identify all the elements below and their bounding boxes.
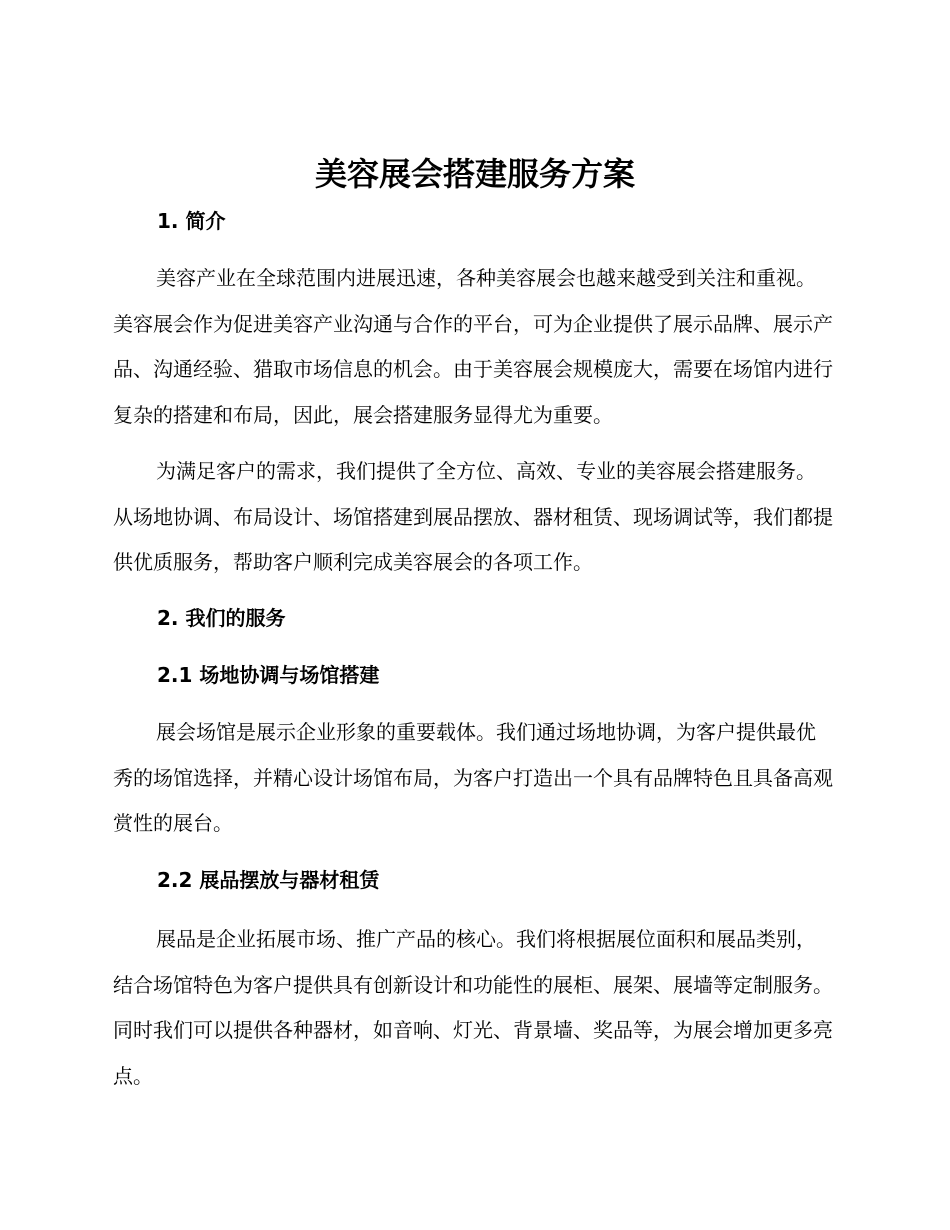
- section-heading-services: 2. 我们的服务: [157, 606, 286, 630]
- paragraph-venue: 展会场馆是展示企业形象的重要载体。我们通过场地协调，为客户提供最优秀的场馆选择，并精心设计场馆布局，为客户打造出一个具有品牌特色且具备高观赏性的展台。: [113, 720, 833, 835]
- paragraph-intro-1: 美容产业在全球范围内进展迅速，各种美容展会也越来越受到关注和重视。美容展会作为促进美容产业沟通与合作的平台，可为企业提供了展示品牌、展示产品、沟通经验、猎取市场信息的机会。由于美容展会规模庞大，需要在场馆内进行复杂的搭建和布局，因此，展会搭建服务显得尤为重要。: [113, 266, 833, 427]
- paragraph-intro-2: 为满足客户的需求，我们提供了全方位、高效、专业的美容展会搭建服务。从场地协调、布局设计、场馆搭建到展品摆放、器材租赁、现场调试等，我们都提供优质服务，帮助客户顺利完成美容展会的各项工作。: [113, 459, 833, 574]
- document-title: 美容展会搭建服务方案: [314, 155, 635, 193]
- subsection-heading-venue: 2.1 场地协调与场馆搭建: [157, 663, 380, 687]
- paragraph-exhibits: 展品是企业拓展市场、推广产品的核心。我们将根据展位面积和展品类别，结合场馆特色为客户提供具有创新设计和功能性的展柜、展架、展墙等定制服务。同时我们可以提供各种器材，如音响、灯光、背景墙、奖品等，为展会增加更多亮点。: [113, 927, 833, 1088]
- section-heading-intro: 1. 简介: [157, 209, 226, 233]
- subsection-heading-exhibits: 2.2 展品摆放与器材租赁: [157, 868, 380, 892]
